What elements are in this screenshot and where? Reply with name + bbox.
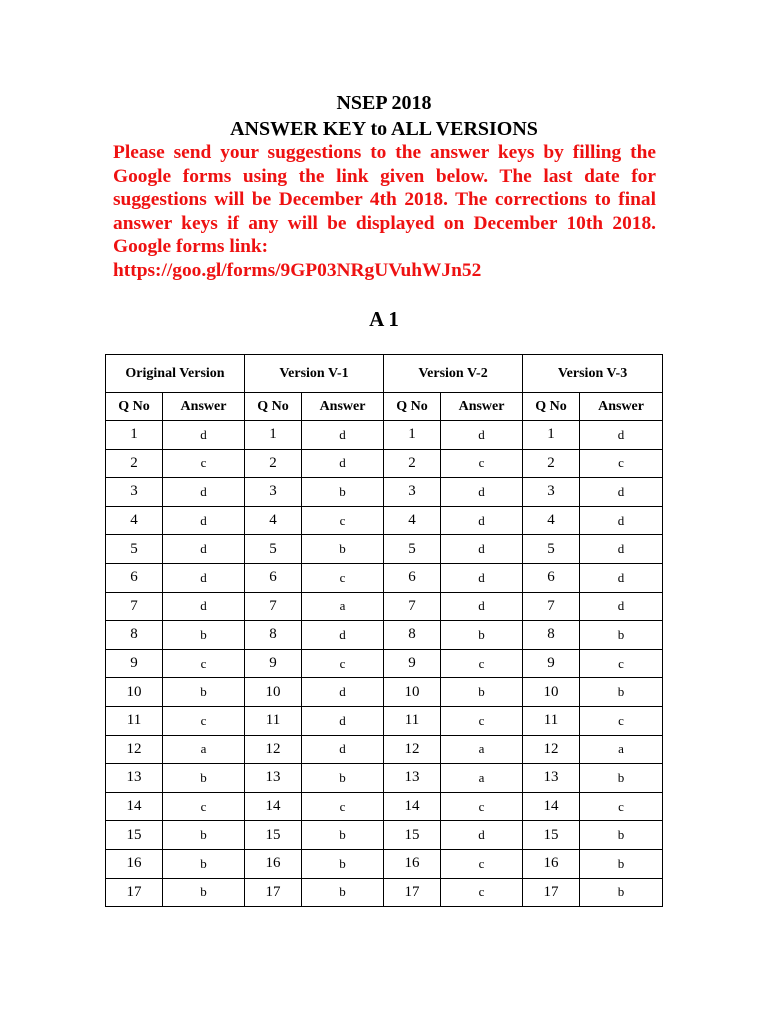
question-number-cell: 1: [106, 421, 163, 450]
question-number-cell: 12: [106, 735, 163, 764]
question-number-cell: 13: [384, 764, 441, 793]
question-number-cell: 15: [106, 821, 163, 850]
answer-cell: c: [163, 792, 245, 821]
table-row: [106, 563, 663, 592]
answer-cell: d: [302, 449, 384, 478]
answer-cell: c: [441, 792, 523, 821]
question-number-cell: 2: [523, 449, 580, 478]
answer-cell: b: [580, 821, 663, 850]
answer-cell: a: [441, 735, 523, 764]
answer-cell: d: [302, 621, 384, 650]
notice-line: Google forms using the link given below. The last date for: [113, 165, 656, 187]
table-row: [106, 706, 663, 735]
question-number-cell: 12: [523, 735, 580, 764]
notice-paragraph: [113, 141, 656, 282]
answer-cell: c: [163, 649, 245, 678]
column-header-qno: Q No: [106, 393, 163, 421]
question-number-cell: 2: [384, 449, 441, 478]
question-number-cell: 5: [106, 535, 163, 564]
question-number-cell: 1: [245, 421, 302, 450]
answer-key-table: [105, 354, 663, 907]
table-row: [106, 649, 663, 678]
notice-line: Please send your suggestions to the answer keys by filling the: [113, 142, 656, 163]
question-number-cell: 11: [384, 706, 441, 735]
question-number-cell: 13: [523, 764, 580, 793]
question-number-cell: 16: [106, 849, 163, 878]
question-number-cell: 4: [523, 506, 580, 535]
question-number-cell: 17: [106, 878, 163, 907]
answer-cell: d: [580, 535, 663, 564]
table-row: [106, 678, 663, 707]
question-number-cell: 3: [245, 478, 302, 507]
table-row: [106, 735, 663, 764]
question-number-cell: 10: [523, 678, 580, 707]
table-row: [106, 449, 663, 478]
question-number-cell: 12: [384, 735, 441, 764]
question-number-cell: 3: [384, 478, 441, 507]
answer-cell: d: [580, 421, 663, 450]
question-number-cell: 2: [245, 449, 302, 478]
answer-cell: b: [580, 621, 663, 650]
answer-cell: d: [163, 421, 245, 450]
answer-cell: d: [441, 592, 523, 621]
answer-cell: c: [163, 706, 245, 735]
column-header-answer: Answer: [302, 393, 384, 421]
answer-cell: c: [580, 649, 663, 678]
answer-cell: d: [580, 506, 663, 535]
answer-cell: c: [163, 449, 245, 478]
answer-cell: b: [580, 878, 663, 907]
question-number-cell: 9: [523, 649, 580, 678]
question-number-cell: 8: [523, 621, 580, 650]
answer-cell: d: [580, 563, 663, 592]
version-header-v3: Version V-3: [523, 355, 663, 393]
column-header-answer: Answer: [580, 393, 663, 421]
notice-line: suggestions will be December 4th 2018. The corrections to final: [113, 189, 656, 210]
question-number-cell: 5: [523, 535, 580, 564]
question-number-cell: 7: [106, 592, 163, 621]
question-number-cell: 13: [245, 764, 302, 793]
answer-cell: c: [302, 649, 384, 678]
answer-cell: d: [163, 592, 245, 621]
answer-cell: b: [163, 821, 245, 850]
answer-cell: d: [163, 506, 245, 535]
question-number-cell: 6: [523, 563, 580, 592]
question-number-cell: 3: [523, 478, 580, 507]
answer-cell: b: [441, 678, 523, 707]
question-number-cell: 6: [106, 563, 163, 592]
column-header-answer: Answer: [441, 393, 523, 421]
question-number-cell: 15: [245, 821, 302, 850]
answer-cell: b: [441, 621, 523, 650]
question-number-cell: 8: [384, 621, 441, 650]
answer-cell: d: [441, 563, 523, 592]
answer-cell: b: [302, 535, 384, 564]
answer-cell: b: [163, 621, 245, 650]
answer-cell: c: [302, 506, 384, 535]
answer-cell: b: [580, 764, 663, 793]
question-number-cell: 10: [245, 678, 302, 707]
question-number-cell: 14: [384, 792, 441, 821]
question-number-cell: 4: [384, 506, 441, 535]
question-number-cell: 12: [245, 735, 302, 764]
answer-cell: b: [302, 764, 384, 793]
answer-cell: b: [302, 878, 384, 907]
question-number-cell: 2: [106, 449, 163, 478]
question-number-cell: 16: [523, 849, 580, 878]
answer-cell: b: [302, 478, 384, 507]
column-header-answer: Answer: [163, 393, 245, 421]
answer-cell: c: [302, 563, 384, 592]
answer-cell: d: [302, 421, 384, 450]
answer-cell: b: [302, 849, 384, 878]
answer-cell: a: [163, 735, 245, 764]
question-number-cell: 4: [106, 506, 163, 535]
question-number-cell: 4: [245, 506, 302, 535]
answer-cell: c: [441, 849, 523, 878]
version-header-v1: Version V-1: [245, 355, 384, 393]
answer-cell: a: [580, 735, 663, 764]
question-number-cell: 7: [384, 592, 441, 621]
question-number-cell: 1: [523, 421, 580, 450]
question-number-cell: 11: [106, 706, 163, 735]
answer-cell: c: [302, 792, 384, 821]
answer-cell: d: [580, 478, 663, 507]
version-header-v2: Version V-2: [384, 355, 523, 393]
question-number-cell: 1: [384, 421, 441, 450]
answer-cell: c: [441, 878, 523, 907]
answer-cell: b: [580, 678, 663, 707]
answer-cell: b: [163, 678, 245, 707]
section-title: A 1: [369, 307, 399, 331]
answer-cell: d: [302, 678, 384, 707]
answer-cell: d: [163, 563, 245, 592]
version-header-original: Original Version: [106, 355, 245, 393]
question-number-cell: 5: [384, 535, 441, 564]
answer-cell: c: [580, 449, 663, 478]
column-header-qno: Q No: [523, 393, 580, 421]
question-number-cell: 6: [384, 563, 441, 592]
document-subtitle: ANSWER KEY to ALL VERSIONS: [230, 118, 538, 140]
answer-cell: d: [441, 535, 523, 564]
question-number-cell: 10: [384, 678, 441, 707]
question-number-cell: 14: [245, 792, 302, 821]
question-number-cell: 9: [384, 649, 441, 678]
answer-cell: d: [441, 478, 523, 507]
question-number-cell: 9: [106, 649, 163, 678]
google-forms-link[interactable]: https://goo.gl/forms/9GP03NRgUVuhWJn52: [113, 259, 482, 281]
answer-cell: b: [580, 849, 663, 878]
answer-cell: b: [302, 821, 384, 850]
column-header-qno: Q No: [384, 393, 441, 421]
question-number-cell: 10: [106, 678, 163, 707]
question-number-cell: 14: [523, 792, 580, 821]
answer-cell: d: [163, 478, 245, 507]
answer-cell: d: [163, 535, 245, 564]
table-row: [106, 592, 663, 621]
table-row: [106, 421, 663, 450]
question-number-cell: 5: [245, 535, 302, 564]
question-number-cell: 13: [106, 764, 163, 793]
table-row: [106, 821, 663, 850]
question-number-cell: 8: [106, 621, 163, 650]
question-number-cell: 17: [523, 878, 580, 907]
question-number-cell: 16: [384, 849, 441, 878]
answer-cell: d: [441, 421, 523, 450]
question-number-cell: 11: [245, 706, 302, 735]
notice-line: answer keys if any will be displayed on December 10th 2018.: [113, 212, 656, 234]
answer-cell: d: [441, 821, 523, 850]
question-number-cell: 14: [106, 792, 163, 821]
answer-rows: [106, 421, 663, 907]
question-number-cell: 6: [245, 563, 302, 592]
answer-cell: a: [441, 764, 523, 793]
table-row: [106, 506, 663, 535]
table-row: [106, 621, 663, 650]
answer-cell: c: [441, 649, 523, 678]
column-header-qno: Q No: [245, 393, 302, 421]
question-number-cell: 9: [245, 649, 302, 678]
answer-cell: c: [580, 792, 663, 821]
question-number-cell: 8: [245, 621, 302, 650]
answer-cell: d: [441, 506, 523, 535]
table-row: [106, 478, 663, 507]
table-row: [106, 849, 663, 878]
question-number-cell: 15: [523, 821, 580, 850]
question-number-cell: 7: [523, 592, 580, 621]
document-title: NSEP 2018: [336, 92, 432, 114]
answer-cell: a: [302, 592, 384, 621]
table-row: [106, 764, 663, 793]
question-number-cell: 17: [384, 878, 441, 907]
answer-cell: d: [302, 706, 384, 735]
answer-cell: d: [302, 735, 384, 764]
answer-cell: b: [163, 849, 245, 878]
table-row: [106, 792, 663, 821]
question-number-cell: 7: [245, 592, 302, 621]
answer-cell: c: [441, 706, 523, 735]
question-number-cell: 11: [523, 706, 580, 735]
table-row: [106, 878, 663, 907]
answer-cell: b: [163, 878, 245, 907]
question-number-cell: 15: [384, 821, 441, 850]
answer-cell: d: [580, 592, 663, 621]
question-number-cell: 3: [106, 478, 163, 507]
answer-cell: c: [441, 449, 523, 478]
answer-cell: b: [163, 764, 245, 793]
table-row: [106, 535, 663, 564]
question-number-cell: 16: [245, 849, 302, 878]
question-number-cell: 17: [245, 878, 302, 907]
notice-line: Google forms link:: [113, 236, 269, 257]
answer-cell: c: [580, 706, 663, 735]
